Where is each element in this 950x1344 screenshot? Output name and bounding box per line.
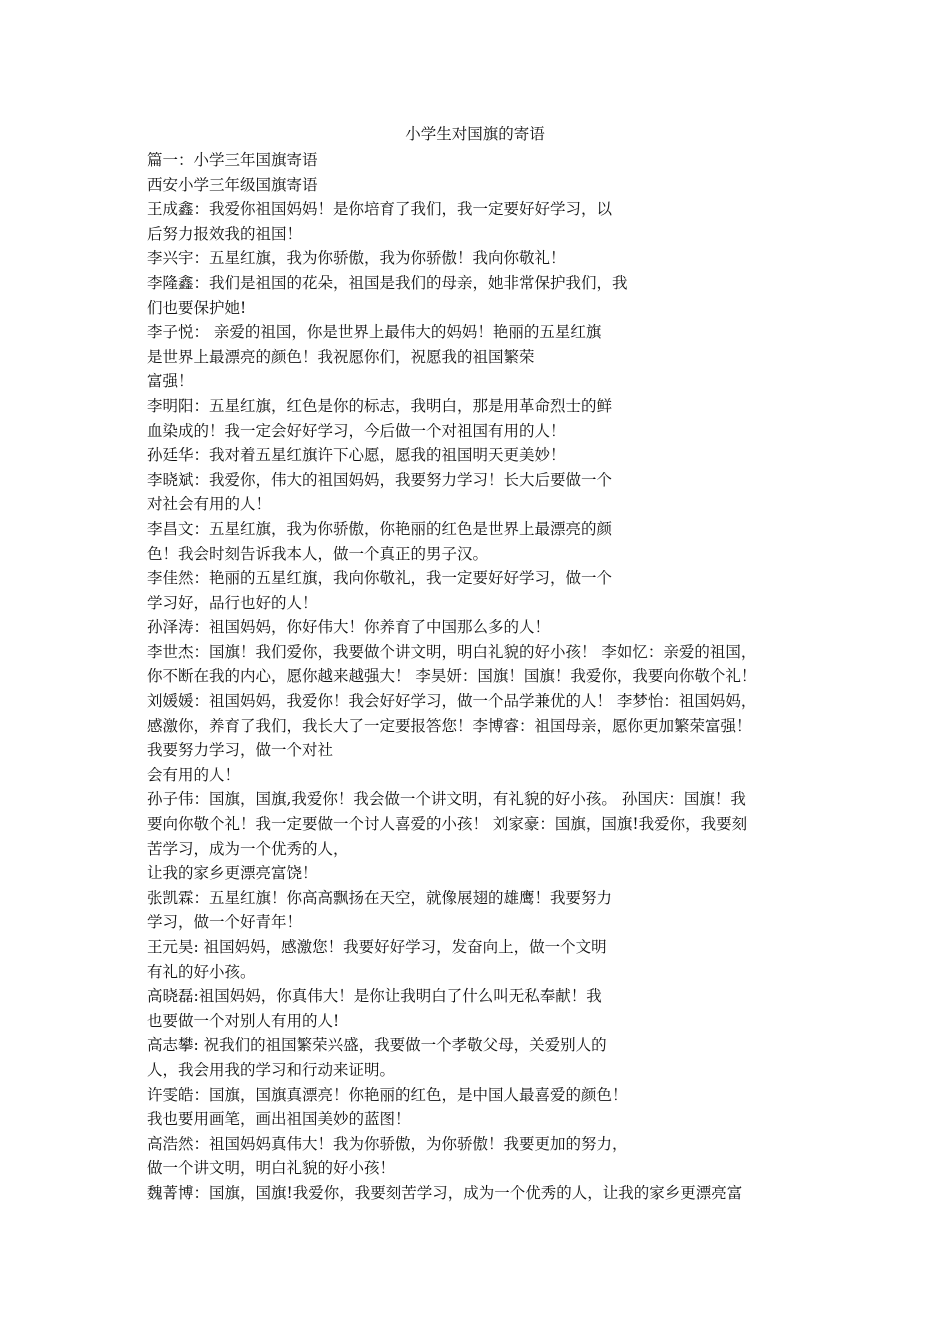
text-line: 你不断在我的内心，愿你越来越强大！ 李昊妍：国旗！国旗！我爱你，我要向你敬个礼！ xyxy=(147,667,757,686)
text-line: 血染成的！我一定会好好学习，今后做一个对祖国有用的人！ xyxy=(147,421,566,440)
text-line: 让我的家乡更漂亮富饶！ xyxy=(147,864,318,883)
text-line: 李子悦： 亲爱的祖国，你是世界上最伟大的妈妈！艳丽的五星红旗 xyxy=(147,323,602,342)
text-line: 会有用的人！ xyxy=(147,765,241,784)
text-line: 富强！ xyxy=(147,372,194,391)
text-line: 魏菁博：国旗，国旗!我爱你，我要刻苦学习，成为一个优秀的人，让我的家乡更漂亮富 xyxy=(147,1183,743,1202)
text-line: 对社会有用的人！ xyxy=(147,495,272,514)
text-line: 学习好，品行也好的人！ xyxy=(147,593,318,612)
text-line: 我也要用画笔，画出祖国美妙的蓝图！ xyxy=(147,1110,411,1129)
text-line: 学习，做一个好青年！ xyxy=(147,913,303,932)
text-line: 孙廷华：我对着五星红旗许下心愿，愿我的祖国明天更美妙！ xyxy=(147,446,566,465)
text-line: 是世界上最漂亮的颜色！我祝愿你们，祝愿我的祖国繁荣 xyxy=(147,347,535,366)
text-line: 后努力报效我的祖国！ xyxy=(147,224,303,243)
text-line: 色！我会时刻告诉我本人，做一个真正的男子汉。 xyxy=(147,544,489,563)
text-line: 人，我会用我的学习和行动来证明。 xyxy=(147,1060,396,1079)
text-line: 们也要保护她! xyxy=(147,298,247,317)
text-line: 李昌文：五星红旗，我为你骄傲，你艳丽的红色是世界上最漂亮的颜 xyxy=(147,519,613,538)
text-line: 苦学习，成为一个优秀的人， xyxy=(147,839,349,858)
text-line: 李世杰：国旗！我们爱你，我要做个讲文明，明白礼貌的好小孩！ 李如忆：亲爱的祖国， xyxy=(147,642,757,661)
text-line: 有礼的好小孩。 xyxy=(147,962,256,981)
text-line: 也要做一个对别人有用的人! xyxy=(147,1011,340,1030)
text-line: 李明阳：五星红旗，红色是你的标志，我明白，那是用革命烈士的鲜 xyxy=(147,396,613,415)
text-line: 我要努力学习，做一个对社 xyxy=(147,741,334,760)
text-line: 王成鑫：我爱你祖国妈妈！是你培育了我们，我一定要好好学习，以 xyxy=(147,200,613,219)
text-line: 孙泽涛：祖国妈妈，你好伟大！你养育了中国那么多的人！ xyxy=(147,618,551,637)
text-line: 李佳然：艳丽的五星红旗，我向你敬礼，我一定要好好学习，做一个 xyxy=(147,569,613,588)
document-title: 小学生对国旗的寄语 xyxy=(405,125,545,143)
text-line: 高志攀: 祝我们的祖国繁荣兴盛，我要做一个孝敬父母，关爱别人的 xyxy=(147,1036,607,1055)
text-line: 张凯霖：五星红旗！你高高飘扬在天空，就像展翅的雄鹰！我要努力 xyxy=(147,888,613,907)
text-line: 孙子伟：国旗，国旗,我爱你！我会做一个讲文明，有礼貌的好小孩。 孙国庆：国旗！我 xyxy=(147,790,746,809)
text-line: 李隆鑫：我们是祖国的花朵，祖国是我们的母亲，她非常保护我们，我 xyxy=(147,273,628,292)
text-line: 李兴宇：五星红旗，我为你骄傲，我为你骄傲！我向你敬礼！ xyxy=(147,249,566,268)
text-line: 高晓磊:祖国妈妈，你真伟大！是你让我明白了什么叫无私奉献！我 xyxy=(147,987,602,1006)
text-line: 篇一：小学三年国旗寄语 xyxy=(147,151,318,169)
text-line: 高浩然：祖国妈妈真伟大！我为你骄傲，为你骄傲！我要更加的努力， xyxy=(147,1134,628,1153)
text-line: 感激你，养育了我们，我长大了一定要报答您！李博睿：祖国母亲，愿你更加繁荣富强！ xyxy=(147,716,752,735)
text-line: 王元昊: 祖国妈妈，感激您！我要好好学习，发奋向上，做一个文明 xyxy=(147,938,607,956)
text-line: 李晓斌：我爱你，伟大的祖国妈妈，我要努力学习！长大后要做一个 xyxy=(147,470,613,489)
document-body xyxy=(147,148,817,1206)
text-line: 做一个讲文明，明白礼貌的好小孩！ xyxy=(147,1159,396,1178)
text-line: 刘媛媛：祖国妈妈，我爱你！我会好好学习，做一个品学兼优的人！ 李梦怡：祖国妈妈， xyxy=(147,692,757,711)
text-line: 要向你敬个礼！我一定要做一个讨人喜爱的小孩！ 刘家豪：国旗，国旗!我爱你，我要刻 xyxy=(147,815,748,834)
text-line: 许雯皓：国旗，国旗真漂亮！你艳丽的红色，是中国人最喜爱的颜色！ xyxy=(147,1085,628,1104)
text-line: 西安小学三年级国旗寄语 xyxy=(147,175,318,194)
